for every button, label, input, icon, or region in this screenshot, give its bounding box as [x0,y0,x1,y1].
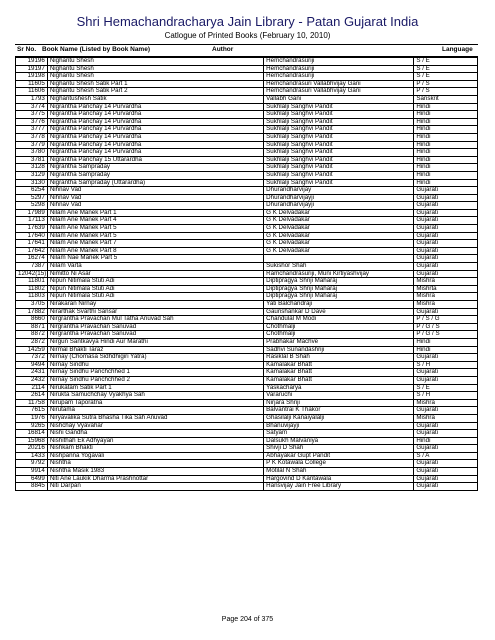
cell-author: Kamalakar Bhatt [264,361,414,369]
cell-author: Kamalakar Bhatt [264,369,414,377]
cell-sr-no: 8660 [16,316,48,324]
table-row [16,468,478,476]
cell-author: G K Delvadakar [264,225,414,233]
cell-book-name: Nihnav Vad [47,194,263,202]
cell-sr-no: 3128 [16,164,48,172]
table-row [16,392,478,400]
table-row [16,338,478,346]
cell-sr-no: 1793 [16,95,48,103]
table-row [16,445,478,453]
cell-author: Sukhlalji Sanghvi Pandit [264,171,414,179]
cell-author: Chothmalji [264,331,414,339]
table-header [15,44,478,57]
cell-language: Hindi [414,126,478,134]
table-row [16,285,478,293]
cell-language: P / S [414,80,478,88]
cell-book-name: Nilam Varta [47,263,263,271]
cell-language: Gujarati [414,407,478,415]
cell-author: Diptipragya Shriji Maharaj [264,278,414,286]
table-row [16,323,478,331]
cell-book-name: Nigrantha Parichay 14 Purvardha [47,103,263,111]
cell-book-name: Nigrantha Parichay 14 Purvardha [47,149,263,157]
cell-author: G K Delvadakar [264,247,414,255]
cell-author: G K Delvadakar [264,240,414,248]
cell-language: Mishra [414,399,478,407]
cell-language: Gujarati [414,255,478,263]
cell-sr-no: 16274 [16,255,48,263]
table-row [16,88,478,96]
cell-book-name: Nighantu Shesh [47,65,263,73]
table-row [16,65,478,73]
cell-language: Hindi [414,118,478,126]
page-footer: Page 204 of 375 [221,616,274,623]
cell-sr-no: 2431 [16,369,48,377]
cell-sr-no: 3776 [16,118,48,126]
cell-sr-no: 17882 [16,308,48,316]
table-row [16,354,478,362]
cell-book-name: Nipun Nitimala Stuti Adi [47,278,263,286]
cell-language: P / S / G [414,316,478,324]
cell-language: Hindi [414,164,478,172]
cell-sr-no: 2114 [16,384,48,392]
cell-book-name: Nilam Ane Manek Part 5 [47,232,263,240]
cell-author: Dhurandharvijayji [264,194,414,202]
table-row [16,202,478,210]
cell-book-name: Nishithah Ek Adhyayan [47,437,263,445]
cell-language: S / E [414,65,478,73]
table-row [16,361,478,369]
cell-language: Hindi [414,111,478,119]
cell-language: Gujarati [414,202,478,210]
cell-language: Gujarati [414,483,478,491]
cell-book-name: Nishpanna Yogavali [47,452,263,460]
cell-book-name: Nirnay (Chomasa Sidhdhigiri Yatra) [47,354,263,362]
cell-sr-no: 8845 [16,483,48,491]
cell-author: Hemchandrasuriji [264,73,414,81]
cell-book-name: Nigrantha Parichay 14 Purvardha [47,126,263,134]
cell-sr-no: 3780 [16,149,48,157]
cell-author: Sukhlalji Sanghvi Pandit [264,126,414,134]
table-row [16,171,478,179]
cell-language: Gujarati [414,270,478,278]
table-row [16,399,478,407]
cell-book-name: Nigrantha Sampraday [47,171,263,179]
cell-author: Hargovind D Kantawala [264,475,414,483]
table-row [16,156,478,164]
table-row [16,58,478,66]
cell-sr-no: 9265 [16,422,48,430]
cell-book-name: Nishi Gandha [47,430,263,438]
cell-language: S / E [414,58,478,66]
cell-language: Hindi [414,338,478,346]
table-row [16,149,478,157]
table-row [16,164,478,172]
cell-sr-no: 19197 [16,65,48,73]
cell-author: P K Kotawala College [264,460,414,468]
table-row [16,255,478,263]
cell-book-name: Nigrantha Sampraday (Uttarardha) [47,179,263,187]
table-row [16,141,478,149]
cell-sr-no: 11802 [16,285,48,293]
cell-author: Hemchandrasuri Vallabhvijay Gani [264,88,414,96]
cell-author: Hemchandrasuri Vallabhvijay Gani [264,80,414,88]
table-row [16,80,478,88]
cell-language: Gujarati [414,376,478,384]
cell-sr-no: 12042(15) [16,270,48,278]
cell-sr-no: 9914 [16,468,48,476]
cell-author: Sukhlalji Sanghvi Pandit [264,156,414,164]
cell-sr-no: 3705 [16,301,48,309]
cell-sr-no: 6499 [16,475,48,483]
cell-author: Gaurishankar D Dave [264,308,414,316]
cell-book-name: Nigrantha Parichay 15 Uttarardha [47,156,263,164]
cell-sr-no: 1433 [16,452,48,460]
table-row [16,422,478,430]
cell-book-name: Nirgun Santkavya Hindi Aur Marathi [47,338,263,346]
cell-book-name: Nihnav Vad [47,202,263,210]
cell-author: Sukhlalji Sanghvi Pandit [264,133,414,141]
cell-author: Diptipragya Shriji Maharaj [264,285,414,293]
cell-language: Gujarati [414,468,478,476]
cell-book-name: Nilam Ane Manek Part 5 [47,225,263,233]
cell-book-name: Nishchay Vyavahar [47,422,263,430]
cell-book-name: Nirgrantha Pravachan Sanuvad [47,323,263,331]
cell-book-name: Nirutama [47,407,263,415]
cell-language: Hindi [414,103,478,111]
table-row [16,331,478,339]
cell-book-name: Nihnav Vad [47,187,263,195]
cell-sr-no: 6254 [16,187,48,195]
cell-language: S / H [414,392,478,400]
cell-language: Gujarati [414,445,478,453]
cell-language: Mishra [414,301,478,309]
cell-author: Prabhakar Machve [264,338,414,346]
cell-book-name: Nilam Nae Manek Part 5 [47,255,263,263]
cell-author: Sukhlalji Sanghvi Pandit [264,103,414,111]
cell-author: G K Delvadakar [264,232,414,240]
table-row [16,217,478,225]
table-row [16,179,478,187]
cell-language: Gujarati [414,209,478,217]
cell-author: Sukhlalji Sanghvi Pandit [264,164,414,172]
cell-book-name: Nirupam Taporatna [47,399,263,407]
cell-book-name: Nilam Ane Manek Part 1 [47,209,263,217]
cell-author: Sukhlalji Sanghvi Pandit [264,149,414,157]
cell-language: P / G / S [414,331,478,339]
cell-sr-no: 3778 [16,133,48,141]
cell-language: S / H [414,361,478,369]
cell-book-name: Nirarthak Svarthi Sansar [47,308,263,316]
cell-sr-no: 11606 [16,88,48,96]
cell-book-name: Nilam Ane Manek Part 7 [47,240,263,248]
table-row [16,194,478,202]
header-language: Language [442,46,473,53]
table-row [16,437,478,445]
cell-author: Vallabh Gani [264,95,414,103]
table-row [16,369,478,377]
cell-language: P / S [414,88,478,96]
table-row [16,225,478,233]
cell-author: Sukhlalji Sanghvi Pandit [264,179,414,187]
cell-sr-no: 17639 [16,225,48,233]
cell-sr-no: 7387 [16,263,48,271]
page-title: Shri Hemachandracharya Jain Library - Patan Gujarat India [76,14,419,29]
table-row [16,126,478,134]
cell-sr-no: 9792 [16,460,48,468]
cell-language: Hindi [414,179,478,187]
table-row [16,308,478,316]
cell-book-name: Nipun Nitimala Stuti Adi [47,293,263,301]
cell-book-name: Nirnay Sindhu Parichchhed 2 [47,376,263,384]
cell-sr-no: 17641 [16,240,48,248]
cell-language: Mishra [414,414,478,422]
cell-author: Yati Balchandraji [264,301,414,309]
header-author: Author [212,46,234,53]
cell-sr-no: 14259 [16,346,48,354]
cell-book-name: Nipun Nitimala Stuti Adi [47,285,263,293]
cell-book-name: Nirgrantha Pravachan Mul Tatha Anuvad Sah [47,316,263,324]
cell-author: Rasiklal B Shah [264,354,414,362]
cell-language: Gujarati [414,308,478,316]
cell-sr-no: 3775 [16,111,48,119]
cell-language: S / E [414,384,478,392]
cell-book-name: Nighantu Shesh [47,58,263,66]
cell-sr-no: 3777 [16,126,48,134]
cell-sr-no: 3130 [16,179,48,187]
cell-book-name: Nimitto Ni Asar [47,270,263,278]
cell-language: Hindi [414,133,478,141]
cell-author: Balvantrai K Thakor [264,407,414,415]
cell-sr-no: 2614 [16,392,48,400]
header-sr-no: Sr No. [17,46,37,53]
page-subtitle: Catlogue of Printed Books (February 10, 2010) [164,31,331,40]
table-row [16,452,478,460]
cell-language: Gujarati [414,460,478,468]
table-row [16,118,478,126]
cell-book-name: Nilam Ane Manek Part 4 [47,217,263,225]
cell-author: Sukishor Shah [264,263,414,271]
cell-sr-no: 8871 [16,323,48,331]
cell-book-name: Nirukta Samuchchay Vyakhya Sah [47,392,263,400]
cell-book-name: Nishtha [47,460,263,468]
cell-sr-no: 11801 [16,278,48,286]
cell-sr-no: 20216 [16,445,48,453]
cell-sr-no: 7372 [16,354,48,362]
cell-author: Shivji D Shah [264,445,414,453]
cell-author: Vararuchi [264,392,414,400]
cell-sr-no: 11605 [16,80,48,88]
table-row [16,407,478,415]
cell-language: Gujarati [414,263,478,271]
cell-sr-no: 5297 [16,194,48,202]
table-row [16,240,478,248]
cell-author: Hemchandrasuriji [264,58,414,66]
cell-author: Kamalakar Bhatt [264,376,414,384]
table-row [16,278,478,286]
cell-author: Dalsukh Malvaniya [264,437,414,445]
cell-sr-no: 3774 [16,103,48,111]
cell-language: Sanskrit [414,95,478,103]
table-row [16,247,478,255]
cell-author: Sukhlalji Sanghvi Pandit [264,111,414,119]
cell-book-name: Nigrantha Parichay 14 Purvardha [47,111,263,119]
cell-author: G K Delvadakar [264,209,414,217]
cell-book-name: Nilam Ane Manek Part 8 [47,247,263,255]
cell-book-name: Nigrantha Parichay 14 Purvardha [47,118,263,126]
cell-book-name: Nirukatam Satik Part 1 [47,384,263,392]
cell-language: Hindi [414,437,478,445]
cell-author: Sadhvi Sunandashriji [264,346,414,354]
cell-language: Gujarati [414,422,478,430]
table-row [16,430,478,438]
cell-author: G K Delvadakar [264,217,414,225]
cell-author: Dhurandharvijay [264,187,414,195]
cell-language: Mishra [414,293,478,301]
cell-author: Dhurandharvijayji [264,202,414,210]
cell-language: Gujarati [414,354,478,362]
cell-sr-no: 11758 [16,399,48,407]
cell-sr-no: 3781 [16,156,48,164]
cell-book-name: Nishkam Bhakti [47,445,263,453]
table-row [16,133,478,141]
cell-book-name: Nirmal Bhakti Taraz [47,346,263,354]
table-row [16,483,478,491]
cell-book-name: Nighantu Shesh Satik Part 2 [47,88,263,96]
table-row [16,95,478,103]
cell-sr-no: 5298 [16,202,48,210]
cell-author: Chandulal M Modi [264,316,414,324]
cell-author: Abhayakar Gupt Pandit [264,452,414,460]
cell-language: Hindi [414,171,478,179]
cell-sr-no: 17113 [16,217,48,225]
cell-language: S / A [414,452,478,460]
cell-author: Diptipragya Shriji Maharaj [264,293,414,301]
cell-book-name: Niti Darpan [47,483,263,491]
cell-language: Gujarati [414,187,478,195]
table-row [16,209,478,217]
cell-sr-no: 2432 [16,376,48,384]
cell-language: Gujarati [414,430,478,438]
cell-author: Hansvijay Jain Free Library [264,483,414,491]
cell-language: Gujarati [414,194,478,202]
cell-language: Mishra [414,278,478,286]
table-row [16,376,478,384]
table-row [16,263,478,271]
cell-sr-no: 17642 [16,247,48,255]
cell-sr-no: 7615 [16,407,48,415]
table-row [16,187,478,195]
table-row [16,475,478,483]
cell-sr-no: 3779 [16,141,48,149]
table-row [16,111,478,119]
cell-book-name: Niti Ane Laukik Dharma Prashnottar [47,475,263,483]
table-row [16,270,478,278]
cell-language: P / G / S [414,323,478,331]
cell-sr-no: 11803 [16,293,48,301]
table-row [16,460,478,468]
cell-book-name: Nighantu Shesh [47,73,263,81]
cell-language: Hindi [414,149,478,157]
cell-author: Ghasilalji Kanaiyalalji [264,414,414,422]
cell-author: Nirjara Shriji [264,399,414,407]
cell-author: Sukhlalji Sanghvi Pandit [264,141,414,149]
table-row [16,103,478,111]
catalogue-table [15,57,478,491]
cell-language: Gujarati [414,225,478,233]
cell-language: Mishrta [414,285,478,293]
cell-sr-no: 9494 [16,361,48,369]
cell-sr-no: 19196 [16,58,48,66]
cell-sr-no: 8872 [16,331,48,339]
cell-book-name: Niryavalika Sutra Bhasha Tika Sah Anuvad [47,414,263,422]
cell-book-name: Nighantushesh Satik [47,95,263,103]
cell-author [264,255,414,263]
cell-sr-no: 19198 [16,73,48,81]
cell-author: Ramchandrasuriji, Muni Kirtiyashvijay [264,270,414,278]
cell-book-name: Nirgrantha Pravachan Sanuvad [47,331,263,339]
table-row [16,301,478,309]
cell-author: Bhanuvijayji [264,422,414,430]
cell-sr-no: 17989 [16,209,48,217]
cell-language: Gujarati [414,247,478,255]
cell-language: Gujarati [414,232,478,240]
table-row [16,232,478,240]
cell-book-name: Nirnay Sindhu Parichchhed 1 [47,369,263,377]
cell-sr-no: 1976 [16,414,48,422]
cell-book-name: Nirakaran Nirnay [47,301,263,309]
cell-sr-no: 16814 [16,430,48,438]
cell-language: Hindi [414,141,478,149]
cell-book-name: Nigrantha Parichay 14 Purvardha [47,141,263,149]
cell-author: Hemchandrasuriji [264,65,414,73]
cell-author: Sukhlalji Sanghvi Pandit [264,118,414,126]
cell-language: Gujarati [414,240,478,248]
cell-sr-no: 2872 [16,338,48,346]
table-row [16,293,478,301]
cell-book-name: Nirnay Sindhu [47,361,263,369]
cell-book-name: Nigrantha Sampraday [47,164,263,172]
cell-author: Yaskacharya [264,384,414,392]
cell-book-name: Nishtha Masik 1983 [47,468,263,476]
cell-language: Gujarati [414,369,478,377]
cell-language: S / E [414,73,478,81]
cell-book-name: Nigrantha Parichay 14 Purvardha [47,133,263,141]
cell-book-name: Nighantu Shesh Satik Part 1 [47,80,263,88]
table-row [16,316,478,324]
cell-sr-no: 3129 [16,171,48,179]
cell-language: Gujarati [414,217,478,225]
table-row [16,384,478,392]
table-row [16,346,478,354]
cell-sr-no: 17640 [16,232,48,240]
cell-language: Hindi [414,156,478,164]
cell-language: Hindi [414,346,478,354]
cell-language: Gujarati [414,475,478,483]
table-row [16,414,478,422]
table-row [16,73,478,81]
cell-author: Satyam [264,430,414,438]
header-book-name: Book Name (Listed by Book Name) [42,46,150,53]
cell-author: Motilal N Shah [264,468,414,476]
cell-author: Chothmalji [264,323,414,331]
cell-sr-no: 15968 [16,437,48,445]
